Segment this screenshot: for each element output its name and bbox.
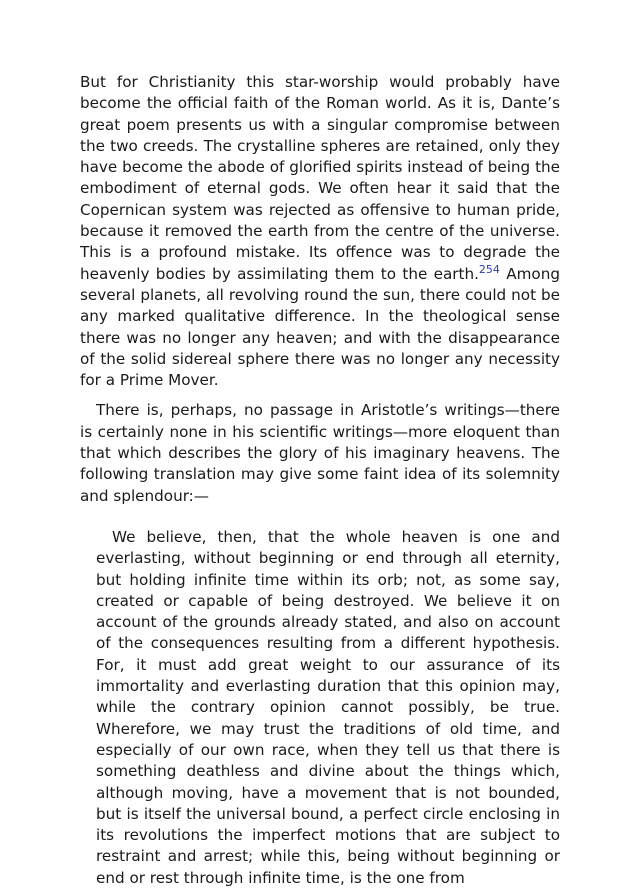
block-quotation: We believe, then, that the whole heaven is one and everlasting, without beginning or end through all eternity, but holding infinite time within its orb; not, as some say, created or capable of being destroyed. We believe it on account of the grounds already stated, and also on account of the consequences resulting from a different hypothesis. For, it must add great weight to our assurance of its immortality and everlasting duration that this opinion may, while the contrary opinion cannot possibly, be true. Wherefore, we may trust the traditions of old time, and especially of our own race, when they tell us that there is something deathless and divine about the things which, although moving, have a movement that is not bounded, but is itself the universal bound, a perfect circle enclosing in its revolutions the imperfect motions that are subject to restraint and arrest; while this, being without beginning or end or rest through infinite time, is the one from bbox=[96, 527, 560, 887]
paragraph-christianity bbox=[80, 72, 560, 391]
footnote-link-254[interactable]: 254 bbox=[478, 262, 500, 276]
paragraph-text-after-note: Among several planets, all revolving round the sun, there could not be any marked qualitative difference. In the theological sense there was no longer any heaven; and with the disappearance of the solid sidereal sphere there was no longer any necessity for a Prime Mover. bbox=[80, 264, 560, 390]
paragraph-aristotle: There is, perhaps, no passage in Aristotle’s writings—there is certainly none in his scientific writings—more eloquent than that which describes the glory of his imaginary heavens. The following translation may give some faint idea of its solemnity and splendour:— bbox=[80, 401, 560, 505]
page-body bbox=[80, 72, 560, 889]
paragraph-text-before-note: But for Christianity this star-worship would probably have become the official faith of the Roman world. As it is, Dante’s great poem presents us with a singular compromise between the two creeds. The crystalline spheres are retained, only they have become the abode of glorified spirits instead of being the embodiment of eternal gods. We often hear it said that the Copernican system was rejected as offensive to human pride, because it removed the earth from the centre of the universe. This is a profound mistake. Its offence was to degrade the heavenly bodies by assimilating them to the earth. bbox=[80, 73, 560, 283]
